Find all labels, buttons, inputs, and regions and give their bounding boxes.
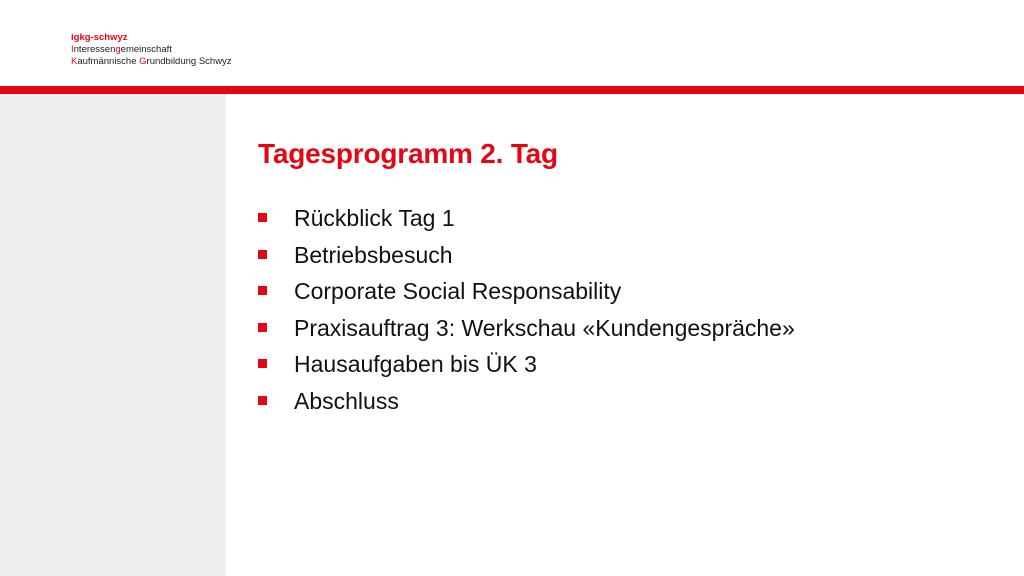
logo-line-2-part: aufmännische bbox=[77, 56, 140, 67]
header-divider-bar bbox=[0, 86, 1024, 94]
side-panel bbox=[0, 94, 226, 576]
logo-line-2-rest: rundbildung Schwyz bbox=[146, 56, 232, 67]
square-bullet-icon bbox=[258, 286, 267, 295]
square-bullet-icon bbox=[258, 323, 267, 332]
list-item-text: Rückblick Tag 1 bbox=[294, 205, 455, 231]
list-item-text: Betriebsbesuch bbox=[294, 241, 453, 268]
list-item bbox=[258, 200, 998, 237]
list-item-text: Corporate Social Responsability bbox=[294, 278, 622, 304]
square-bullet-icon bbox=[258, 213, 267, 222]
logo-line-2-letter: G bbox=[139, 56, 147, 67]
slide-content bbox=[258, 134, 998, 419]
square-bullet-icon bbox=[258, 250, 267, 259]
logo-line-1-rest: emeinschaft bbox=[120, 44, 172, 55]
list-item bbox=[258, 383, 998, 420]
logo-line-1-part: nteressen bbox=[73, 44, 116, 55]
logo-line-1-initial: I bbox=[71, 44, 74, 55]
logo-line-2-initial: K bbox=[71, 56, 78, 67]
brand-name: igkg-schwyz bbox=[71, 32, 128, 43]
logo-block bbox=[71, 32, 232, 68]
list-item bbox=[258, 237, 998, 274]
logo-line-2 bbox=[71, 56, 232, 68]
square-bullet-icon bbox=[258, 396, 267, 405]
square-bullet-icon bbox=[258, 359, 267, 368]
slide-title: Tagesprogramm 2. Tag bbox=[258, 138, 558, 169]
list-item-text: Praxisauftrag 3: Werkschau «Kundengespräche» bbox=[294, 314, 795, 341]
list-item bbox=[258, 310, 998, 347]
logo-line-1 bbox=[71, 44, 232, 56]
logo-line-1-letter: g bbox=[115, 44, 121, 55]
agenda-list bbox=[258, 200, 998, 419]
list-item-text: Abschluss bbox=[294, 387, 399, 414]
list-item bbox=[258, 273, 998, 310]
list-item-text: Hausaufgaben bis ÜK 3 bbox=[294, 351, 537, 377]
list-item bbox=[258, 346, 998, 383]
